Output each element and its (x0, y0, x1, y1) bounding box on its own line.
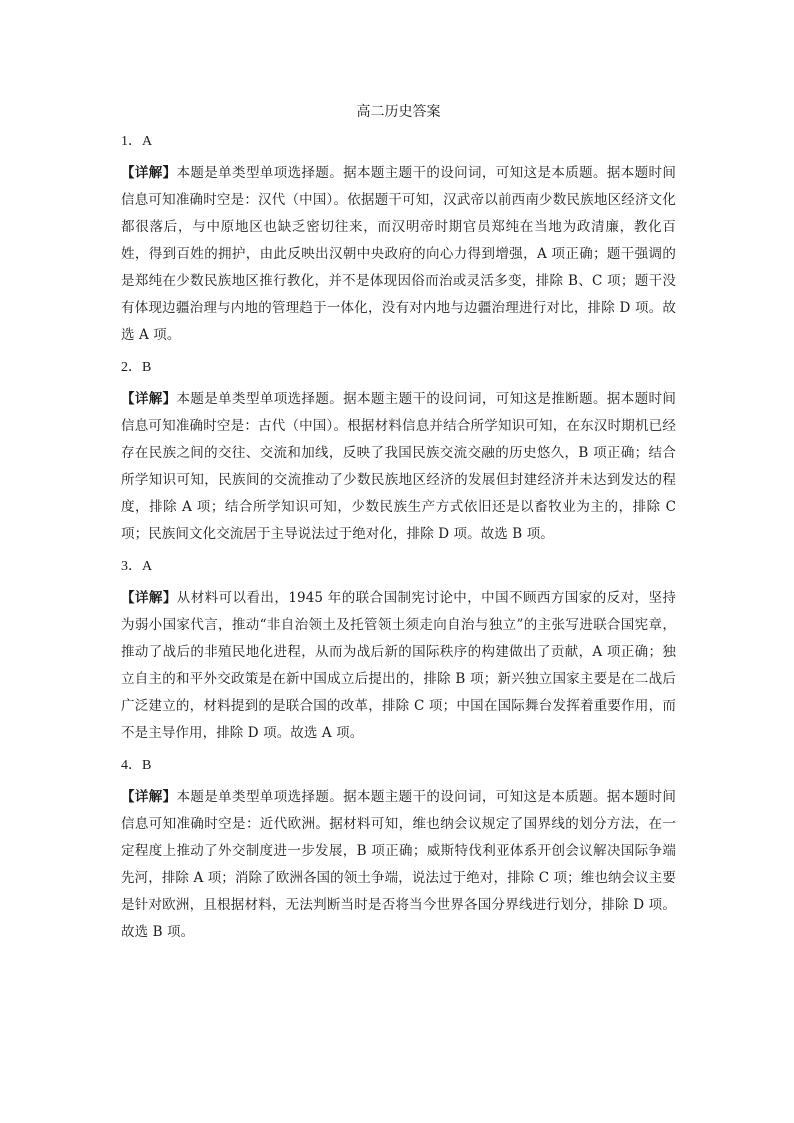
answer-explanation-4 (121, 784, 676, 946)
explanation-text: 从材料可以看出，1945 年的联合国制宪讨论中，中国不顾西方国家的反对，坚持为弱小国家代言，推动“非自治领土及托管领土须走向自治与独立”的主张写进联合国宪章，推动了战后的非殖民地化进程，从而为战后新的国际秩序的构建做出了贡献，A 项正确；独立自主的和平外交政策是在新中国成立后提出的，排除 B 项；新兴独立国家主要是在二战后广泛建立的，材料提到的是联合国的改革，排除 C 项；中国在国际舞台发挥着重要作用，而不是主导作用，排除 D 项。故选 A 项。 (121, 590, 677, 741)
explanation-tag: 【详解】 (121, 391, 177, 407)
document-title: 高二历史答案 (356, 104, 441, 120)
answer-explanation-3 (121, 585, 676, 747)
answer-explanation-2 (121, 386, 676, 548)
explanation-text: 本题是单类型单项选择题。据本题主题干的设问词，可知这是推断题。据本题时间信息可知准确时空是：古代（中国）。根据材料信息并结合所学知识可知，在东汉时期机已经存在民族之间的交往、交流和加线，反映了我国民族交流交融的历史悠久，B 项正确；结合所学知识可知，民族间的交流推动了少数民族地区经济的发展但封建经济并未达到发达的程度，排除 A 项；结合所学知识可知，少数民族生产方式依旧还是以畜牧业为主的，排除 C 项；民族间文化交流居于主导说法过于绝对化，排除 D 项。故选 B 项。 (121, 391, 676, 542)
answer-number-3: 3．A (121, 559, 153, 574)
explanation-tag: 【详解】 (121, 789, 177, 805)
explanation-text: 本题是单类型单项选择题。据本题主题干的设问词，可知这是本质题。据本题时间信息可知准确时空是：近代欧洲。据材料可知，维也纳会议规定了国界线的划分方法，在一定程度上推动了外交制度进一步发展，B 项正确；威斯特伐利亚体系开创会议解决国际争端先河，排除 A 项；消除了欧洲各国的领土争端，说法过于绝对，排除 C 项；维也纳会议主要是针对欧洲，且根据材料，无法判断当时是否将当今世界各国分界线进行划分，排除 D 项。故选 B 项。 (121, 789, 676, 940)
explanation-tag: 【详解】 (121, 165, 177, 181)
answer-number-4: 4．B (121, 758, 152, 773)
explanation-tag: 【详解】 (121, 590, 177, 606)
answer-number-1: 1．A (121, 134, 153, 149)
answer-document (121, 98, 676, 953)
explanation-text: 本题是单类型单项选择题。据本题主题干的设问词，可知这是本质题。据本题时间信息可知准确时空是：汉代（中国）。依据题干可知，汉武帝以前西南少数民族地区经济文化都很落后，与中原地区也缺乏密切往来，而汉明帝时期官员郑纯在当地为政清廉，教化百姓，得到百姓的拥护，由此反映出汉朝中央政府的向心力得到增强，A 项正确；题干强调的是郑纯在少数民族地区推行教化，并不是体现因俗而治或灵活多变，排除 B、C 项；题干没有体现边疆治理与内地的管理趋于一体化，没有对内地与边疆治理进行对比，排除 D 项。故选 A 项。 (121, 165, 676, 343)
answer-number-2: 2．B (121, 360, 152, 375)
answer-explanation-1 (121, 160, 676, 349)
